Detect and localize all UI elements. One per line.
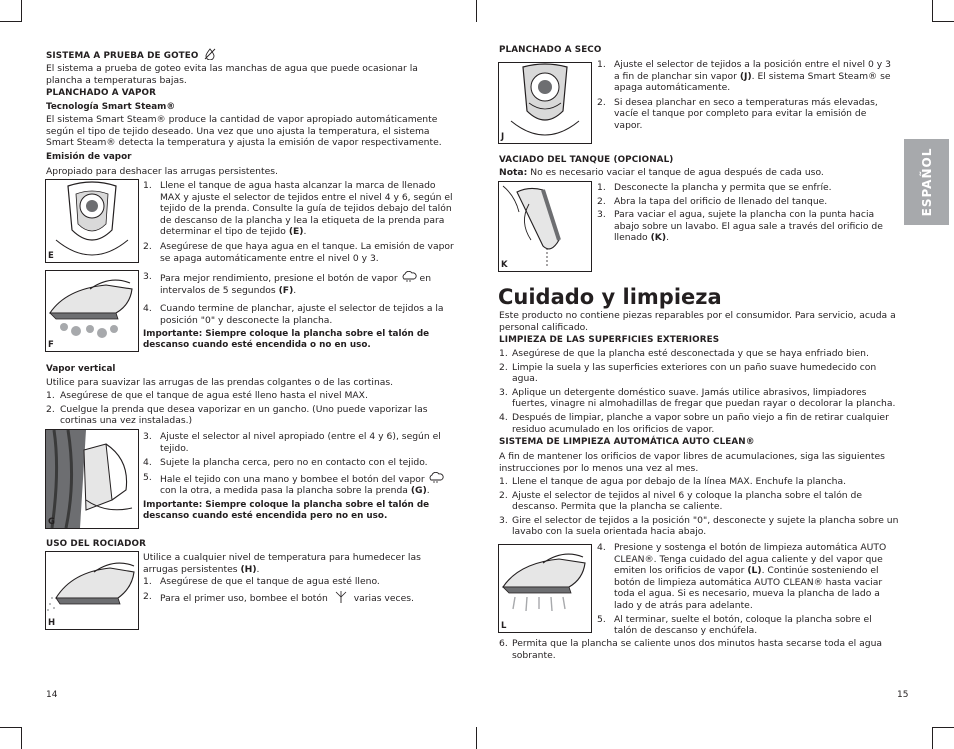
- dry-step-2: [597, 97, 897, 132]
- empty-tank-title: VACIADO DEL TANQUE (OPCIONAL): [499, 155, 674, 165]
- drip-title: [46, 48, 216, 62]
- step-number: 3.: [143, 271, 152, 282]
- auto-step-5: [597, 614, 897, 637]
- smart-steam-title: Tecnología Smart Steam®: [46, 102, 176, 112]
- step-text: Gire el selector de tejidos a la posición "0", desconecte y sujete la plancha sobre un lavabo con la suela orientada hacia abajo.: [512, 514, 899, 538]
- figure-k-label: K: [501, 260, 508, 270]
- empty-step-1: [597, 182, 897, 194]
- vertical-step-2: [46, 404, 456, 427]
- page-number-right: 15: [897, 690, 909, 700]
- smart-steam-text: El sistema Smart Steam® produce la cantidad de vapor apropiado automáticamente según el tipo de tejido deseado. Una vez que uno ajusta la temperatura, el sistema Smart Steam® detecta la temperatura y ajusta la emisión de vapor respectivamente.: [46, 114, 442, 149]
- steam-step-1: [143, 180, 457, 238]
- empty-steps: [597, 182, 897, 244]
- step-text: Para mejor rendimiento, presione el botón de vapor: [160, 273, 398, 284]
- step-text: Ajuste el selector al nivel apropiado (entre el 4 y 6), según el tejido.: [160, 431, 441, 454]
- vertical-steam-text: Utilice para suavizar las arrugas de las prendas colgantes o de las cortinas.: [46, 377, 394, 388]
- step-text: Abra la tapa del orificio de llenado del tanque.: [614, 195, 828, 207]
- step-text: Hale el tejido con una mano y bombee el botón del vapor: [160, 473, 425, 485]
- steam-step-3: 3. Para mejor rendimiento, presione el botón de vapor en intervalos de 5 segundos (F).: [143, 271, 432, 296]
- crop-mark: [932, 727, 954, 728]
- step-number: 3.: [597, 209, 606, 221]
- important-note-2: Importante: Siempre coloque la plancha sobre el talón de descanso cuando esté encendida pero no en uso.: [143, 499, 430, 521]
- step-text: Limpie la suela y las superficies exteriores con un paño suave humedecido con agua.: [512, 361, 877, 385]
- exterior-step-1: [499, 348, 899, 360]
- iron-dial-illustration: [499, 63, 591, 143]
- figure-ref: (L): [747, 565, 762, 577]
- step-number: 3.: [499, 386, 508, 398]
- language-tab-label: ESPAÑOL: [919, 147, 934, 217]
- exterior-step-2: [499, 362, 899, 385]
- steam-steps-cont: [143, 271, 457, 351]
- step-number: 6.: [499, 638, 508, 649]
- vertical-steps: [46, 390, 456, 427]
- spray-illustration: [46, 552, 138, 629]
- figure-f: [45, 270, 139, 352]
- step-number: 1.: [499, 348, 508, 359]
- auto-step-3: [499, 515, 899, 538]
- vertical-steps-cont: [143, 431, 457, 522]
- step-number: 2.: [597, 96, 606, 108]
- spray-text-body: Utilice a cualquier nivel de temperatura para humedecer las arrugas persistentes: [143, 552, 421, 575]
- empty-tank-note: [499, 167, 899, 179]
- steam-ironing-title: PLANCHADO A VAPOR: [46, 88, 156, 98]
- step-number: 4.: [143, 457, 152, 469]
- step-text: Sujete la plancha cerca, pero no en contacto con el tejido.: [160, 457, 428, 469]
- dry-step-1: [597, 59, 897, 94]
- step-text: Asegúrese de que la plancha esté desconectada y que se haya enfriado bien.: [512, 348, 869, 359]
- auto-step-2: [499, 490, 899, 513]
- step-text: Para vaciar el agua, sujete la plancha con la punta hacia abajo sobre un lavabo. El agua sale a través del orificio de llenado: [614, 209, 883, 244]
- drip-text: El sistema a prueba de goteo evita las manchas de agua que puede ocasionar la plancha a temperaturas bajas.: [46, 63, 418, 86]
- spray-title: USO DEL ROCIADOR: [46, 539, 146, 549]
- step-text: en intervalos de 5 segundos: [160, 273, 432, 296]
- crop-mark: [476, 727, 477, 749]
- vertical-step-3: [143, 431, 457, 454]
- crop-mark: [932, 727, 933, 749]
- language-tab: [904, 139, 949, 225]
- auto-clean-illustration: [499, 545, 591, 632]
- step-text: Para el primer uso, bombee el botón: [160, 592, 328, 604]
- spray-text: Utilice a cualquier nivel de temperatura para humedecer las arrugas persistentes (H).: [143, 552, 421, 575]
- step-text: Permita que la plancha se caliente unos dos minutos hasta secarse toda el agua sobrante.: [512, 638, 883, 661]
- crop-mark: [21, 0, 22, 22]
- step-text: Desconecte la plancha y permita que se enfríe.: [614, 182, 832, 193]
- figure-e: [45, 179, 139, 263]
- spray-section: [143, 552, 457, 604]
- step-text: Llene el tanque de agua hasta alcanzar la marca de llenado MAX y ajuste el selector de tejidos entre el nivel 4 y 6, según el tejido de la prenda. Consulte la guía de tejidos debajo del talón de descanso de la plancha y lea la etiqueta de la prenda para determinar el tipo de tejido: [160, 180, 453, 238]
- empty-step-3: 3. Para vaciar el agua, sujete la plancha con la punta hacia abajo sobre un lavabo. El agua sale a través del orificio de llenado (K).: [597, 209, 883, 244]
- step-text: varias veces.: [353, 592, 414, 604]
- step-number: 1.: [143, 180, 152, 191]
- step-number: 3.: [143, 431, 152, 442]
- step-number: 4.: [143, 303, 152, 315]
- step-text: Ajuste el selector de tejidos al nivel 6 y coloque la plancha sobre el talón de descanso. Permita que la plancha se caliente.: [512, 489, 863, 513]
- important-note-1: Importante: Siempre coloque la plancha sobre el talón de descanso cuando esté encendida o no en uso.: [143, 329, 430, 351]
- step-text: Al terminar, suelte el botón, coloque la plancha sobre el talón de descanso y enchúfela.: [614, 613, 872, 637]
- crop-mark: [932, 0, 933, 22]
- figure-l: [498, 544, 592, 633]
- figure-g-label: G: [48, 517, 55, 527]
- vertical-steam-title: Vapor vertical: [46, 364, 116, 374]
- auto-clean-steps-cont: [597, 542, 897, 637]
- note-label: Nota:: [499, 167, 528, 178]
- step-text: Cuando termine de planchar, ajuste el selector de tejidos a la posición "0" y desconecte la plancha.: [160, 303, 444, 326]
- page-number-left: 14: [46, 690, 58, 700]
- step-text: con la otra, a medida pasa la plancha sobre la prenda: [160, 485, 408, 497]
- crop-mark: [0, 21, 22, 22]
- step-text: Si desea planchar en seco a temperaturas más elevadas, vacíe el tanque por completo para evitar la emisión de vapor.: [614, 96, 878, 131]
- vertical-step-5: 5. Hale el tejido con una mano y bombee el botón del vapor con la otra, a medida pasa la plancha sobre la prenda (G).: [143, 472, 457, 497]
- figure-e-label: E: [48, 251, 54, 261]
- step-text: Cuelgue la prenda que desea vaporizar en un gancho. (Uno puede vaporizar las cortinas una vez instaladas.): [60, 403, 428, 427]
- crop-mark: [21, 727, 22, 749]
- figure-j-label: J: [501, 132, 505, 142]
- step-text: Asegúrese de que el tanque de agua esté lleno.: [160, 576, 380, 588]
- step-number: 2.: [597, 195, 606, 207]
- care-text: Este producto no contiene piezas reparables por el consumidor. Para servicio, acuda a personal calificado.: [499, 310, 896, 333]
- punct: .: [303, 226, 307, 238]
- auto-clean-text: A fin de mantener los orificios de vapor libres de acumulaciones, siga las siguientes instrucciones por lo menos una vez al mes.: [499, 451, 885, 474]
- figure-h: [45, 551, 139, 630]
- empty-step-2: [597, 196, 897, 208]
- vertical-step-4: [143, 457, 457, 469]
- step-text: Presione y sostenga el botón de limpieza automática AUTO CLEAN®. Tenga cuidado del agua caliente y del vapor que emiten los orificios de vapor: [614, 542, 887, 577]
- figure-ref: (K): [650, 232, 667, 244]
- auto-step-6: [499, 638, 899, 661]
- step-text: Asegúrese de que el tanque de agua esté lleno hasta el nivel MAX.: [60, 390, 368, 401]
- exterior-step-3: [499, 387, 899, 410]
- step-text: Llene el tanque de agua por debajo de la línea MAX. Enchufe la plancha.: [512, 476, 847, 487]
- drip-title-text: SISTEMA A PRUEBA DE GOTEO: [46, 51, 199, 61]
- steam-step-2: [143, 241, 457, 264]
- steam-steps: [143, 180, 457, 264]
- step-number: 1.: [597, 182, 606, 193]
- exterior-cleaning-title: LIMPIEZA DE LAS SUPERFICIES EXTERIORES: [499, 335, 720, 345]
- figure-l-label: L: [501, 621, 507, 631]
- step-number: 4.: [499, 411, 508, 423]
- dry-steps: [597, 59, 897, 132]
- step-number: 4.: [597, 542, 606, 553]
- note-text: No es necesario vaciar el tanque de agua después de cada uso.: [530, 167, 824, 178]
- figure-g: [45, 429, 139, 529]
- exterior-steps: [499, 348, 899, 435]
- step-text: Después de limpiar, planche a vapor sobre un paño viejo a fin de retirar cualquier residuo acumulado en los orificios de vapor.: [512, 411, 889, 435]
- step-text: Aplique un detergente doméstico suave. Jamás utilice abrasivos, limpiadores fuertes, vinagre ni almohadillas de fregar que puedan rayar o decolorar la plancha.: [512, 386, 896, 410]
- crop-mark: [0, 727, 22, 728]
- spray-step-1: [143, 576, 457, 588]
- step-number: 1.: [597, 59, 606, 70]
- steam-cloud-icon: [428, 472, 444, 483]
- step-text: . El sistema Smart Steam® se apaga automáticamente.: [614, 70, 891, 94]
- figure-ref: (H): [240, 563, 257, 575]
- step-number: 1.: [499, 476, 508, 487]
- figure-k: [498, 181, 592, 272]
- step-number: 2.: [499, 489, 508, 501]
- auto-clean-steps: [499, 476, 899, 538]
- vertical-steam-illustration: [46, 430, 138, 528]
- figure-j: [498, 62, 592, 144]
- crop-mark: [476, 0, 477, 22]
- vertical-step-1: [46, 390, 456, 402]
- step-number: 2.: [143, 590, 152, 602]
- step-number: 2.: [46, 403, 55, 415]
- step-text: . Continúe sosteniendo el botón de limpieza automática AUTO CLEAN® hasta vaciar toda el agua. Si es necesario, mueva la plancha de lado a lado y de atrás para adelante.: [614, 565, 883, 611]
- figure-ref: (E): [288, 226, 304, 238]
- dry-ironing-title: PLANCHADO A SECO: [499, 45, 602, 55]
- iron-top-illustration: [46, 180, 138, 262]
- burst-title: Emisión de vapor: [46, 152, 132, 162]
- step-number: 5.: [143, 471, 152, 483]
- auto-step-4: [597, 542, 897, 612]
- step-number: 2.: [499, 361, 508, 373]
- exterior-step-4: [499, 412, 899, 435]
- step-text: Ajuste el selector de tejidos a la posición entre el nivel 0 y 3 a fin de planchar sin vapor: [614, 59, 891, 82]
- drip-icon: [204, 48, 216, 60]
- step-number: 1.: [46, 390, 55, 401]
- spray-step-2: [143, 591, 457, 605]
- figure-ref: (G): [410, 485, 427, 497]
- burst-text: Apropiado para deshacer las arrugas persistentes.: [46, 166, 278, 177]
- auto-clean-title: SISTEMA DE LIMPIEZA AUTOMÁTICA AUTO CLEAN®: [499, 437, 755, 447]
- step-number: 5.: [597, 613, 606, 625]
- figure-h-label: H: [48, 618, 56, 628]
- spray-icon: [334, 591, 348, 603]
- auto-step-1: [499, 476, 899, 488]
- empty-tank-illustration: [499, 182, 591, 271]
- figure-ref: (J): [739, 70, 752, 82]
- auto-step-6-item: [499, 638, 899, 661]
- step-text: Asegúrese de que haya agua en el tanque. La emisión de vapor se apaga automáticamente entre el nivel 0 y 3.: [160, 240, 454, 264]
- iron-steam-illustration: [46, 271, 138, 351]
- step-number: 2.: [143, 240, 152, 252]
- step-number: 1.: [143, 576, 152, 588]
- step-number: 3.: [499, 514, 508, 526]
- crop-mark: [932, 21, 954, 22]
- figure-f-label: F: [48, 340, 54, 350]
- care-cleaning-title: Cuidado y limpieza: [498, 285, 722, 309]
- steam-cloud-icon: [401, 271, 417, 282]
- steam-step-4: [143, 303, 457, 326]
- figure-ref: (F): [278, 284, 294, 296]
